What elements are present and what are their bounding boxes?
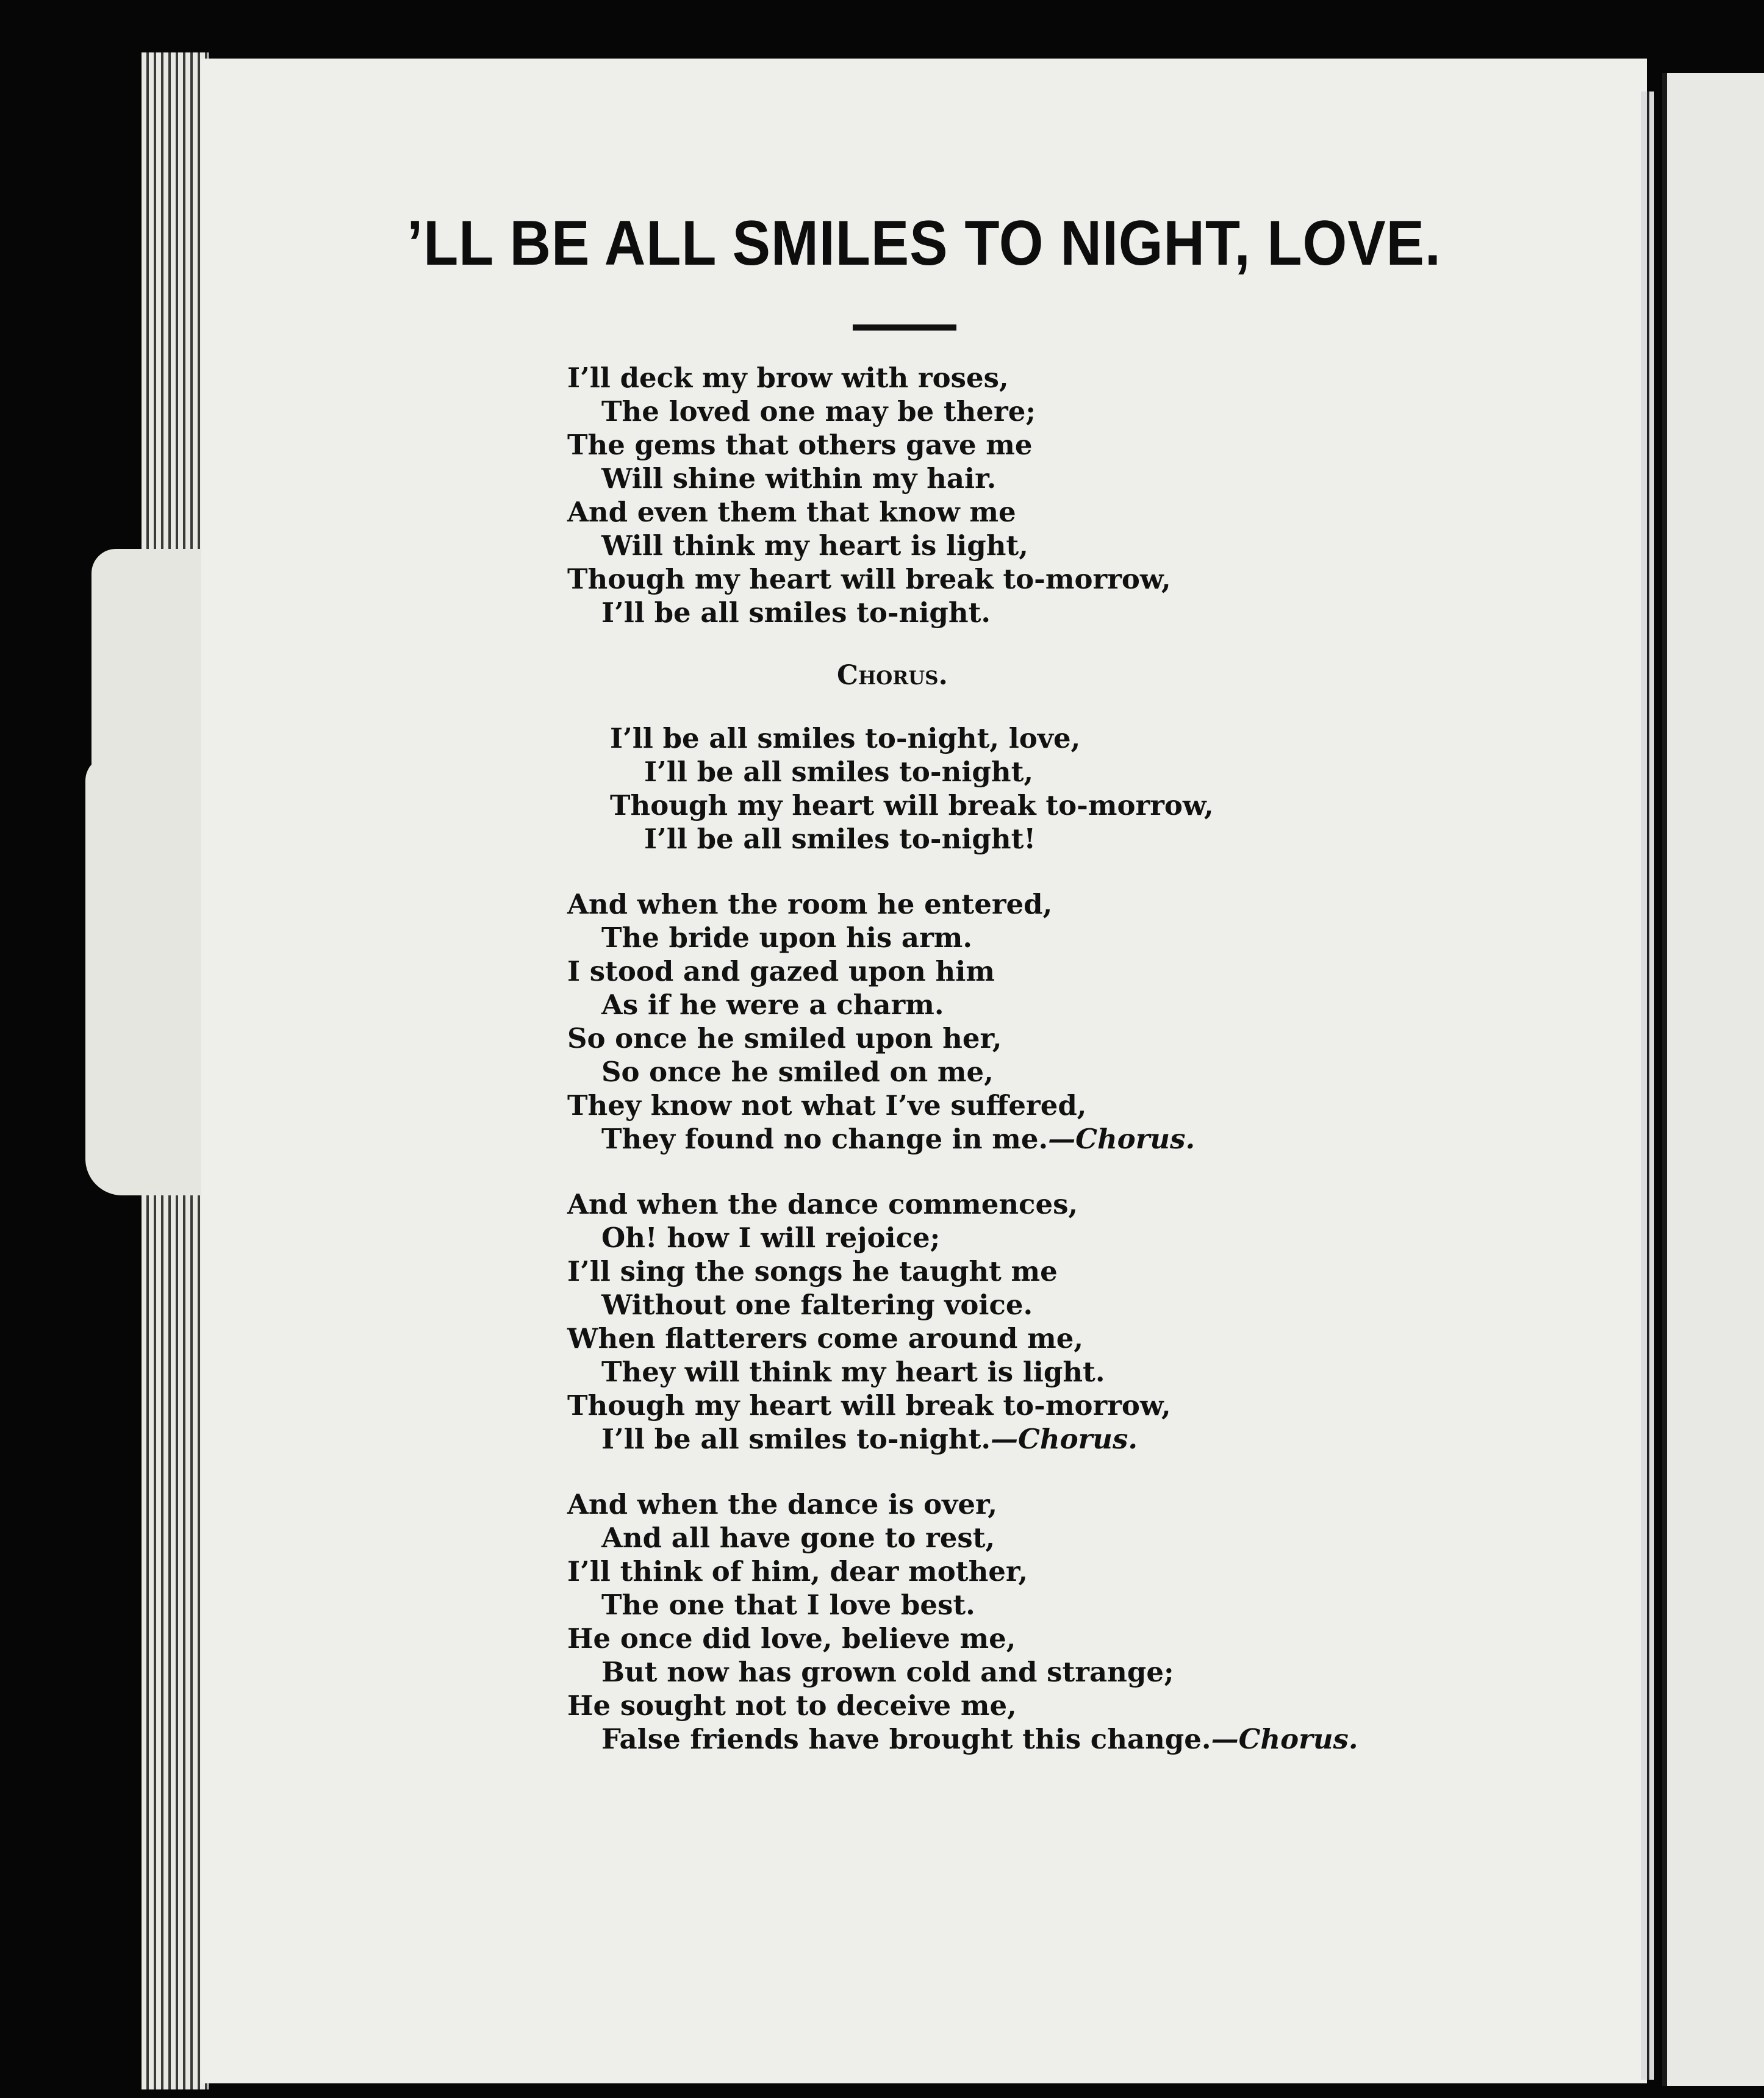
verse-2 [567,887,1421,1156]
verse-line: I’ll be all smiles to-night. [601,596,991,629]
chorus-reference: —Chorus. [1211,1723,1358,1755]
verse-3 [567,1187,1421,1456]
chorus-line: I’ll be all smiles to-night! [644,823,1036,855]
verse-line: I’ll think of him, dear mother, [567,1555,1028,1588]
chorus [567,721,1421,856]
page-right-edge [1641,91,1654,2080]
verse-line: Will shine within my hair. [601,462,997,495]
verse-line: Will think my heart is light, [601,529,1028,562]
verse-line: But now has grown cold and strange; [601,1656,1174,1688]
chorus-line: I’ll be all smiles to-night, love, [610,722,1081,754]
verse-4 [567,1488,1421,1756]
verse-line: They found no change in me.—Chorus. [601,1123,1196,1155]
song-title: ’LL BE ALL SMILES TO NIGHT, LOVE. [407,208,1441,279]
verse-line: And even them that know me [567,496,1016,528]
verse-line: The bride upon his arm. [601,922,973,954]
verse-line: Though my heart will break to-morrow, [567,563,1171,595]
verse-line: The gems that others gave me [567,429,1033,461]
verse-line: When flatterers come around me, [567,1322,1084,1355]
verse-line: He once did love, believe me, [567,1622,1016,1655]
chorus-line: Though my heart will break to-morrow, [610,789,1214,822]
verse-1 [567,361,1421,629]
verse-line: Without one faltering voice. [601,1289,1033,1321]
verse-line: I’ll sing the songs he taught me [567,1255,1058,1287]
chorus-heading: Chorus. [837,660,948,691]
verse-line: And when the dance is over, [567,1488,998,1520]
verse-line: They know not what I’ve suffered, [567,1089,1087,1122]
verse-line: The one that I love best. [601,1589,975,1621]
chorus-reference: —Chorus. [991,1423,1138,1455]
title-rule [853,324,956,331]
verse-line: Oh! how I will rejoice; [601,1222,941,1254]
verse-line: Though my heart will break to-morrow, [567,1389,1171,1422]
verse-line: As if he were a charm. [601,989,944,1021]
verse-line: And when the dance commences, [567,1188,1078,1220]
verse-line: He sought not to deceive me, [567,1689,1017,1722]
verse-line: I’ll deck my brow with roses, [567,362,1009,394]
verse-line: And when the room he entered, [567,888,1053,920]
verse-line: False friends have brought this change.—Chorus. [601,1723,1358,1755]
facing-page [1662,73,1764,2086]
verse-line: So once he smiled on me, [601,1056,994,1088]
verse-line: I’ll be all smiles to-night.—Chorus. [601,1423,1138,1455]
verse-line: And all have gone to rest, [601,1522,995,1554]
chorus-reference: —Chorus. [1048,1123,1196,1155]
torn-page-fragment [85,756,207,1195]
verse-line: They will think my heart is light. [601,1356,1105,1388]
verse-line: The loved one may be there; [601,395,1036,428]
verse-line: I stood and gazed upon him [567,955,995,987]
chorus-line: I’ll be all smiles to-night, [644,756,1034,788]
verse-line: So once he smiled upon her, [567,1022,1002,1054]
poem [567,361,1421,1756]
